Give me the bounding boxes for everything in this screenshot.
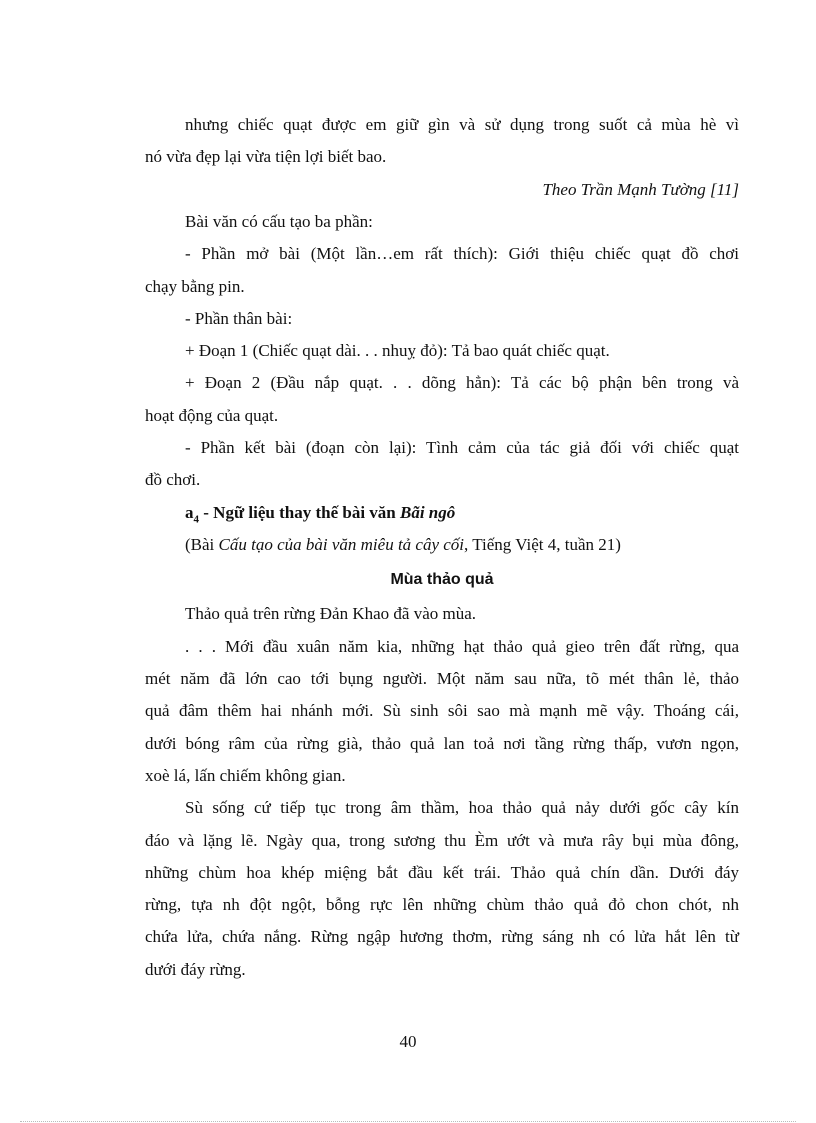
paragraph-line: chứa lửa, chứa nắng. Rừng ngập hương thơm, rừng sáng nh có lửa hắt lên từ — [145, 927, 739, 946]
page-edge-divider — [20, 1121, 796, 1122]
paragraph-line: - Phần mở bài (Một lần…em rất thích): Giới thiệu chiếc quạt đồ chơi — [185, 244, 739, 263]
paragraph-line: Sù sống cứ tiếp tục trong âm thầm, hoa thảo quả nảy dưới gốc cây kín — [185, 798, 739, 817]
heading-subscript: 4 — [193, 513, 199, 526]
paragraph-line: dưới bóng râm của rừng già, thảo quả lan toả nơi tầng rừng thấp, vươn ngọn, — [145, 734, 739, 753]
heading-text: - Ngữ liệu thay thế bài văn — [199, 503, 400, 522]
section-heading — [185, 502, 455, 530]
paragraph-line: hoạt động của quạt. — [145, 406, 279, 425]
paragraph-line: + Đoạn 2 (Đầu nắp quạt. . . dõng hẳn): Tả các bộ phận bên trong và — [185, 373, 739, 392]
reference-italic: Cấu tạo của bài văn miêu tả cây cối — [218, 535, 465, 554]
paragraph-line: rừng, tựa nh đột ngột, bỗng rực lên những chùm thảo quả đỏ chon chót, nh — [145, 895, 739, 914]
reference-line — [185, 534, 621, 556]
paragraph-line: đáo và lặng lẽ. Ngày qua, trong sương thu Èm ướt và mưa rây bụi mùa đông, — [145, 831, 739, 850]
citation: Theo Trần Mạnh Tường [11] — [542, 180, 739, 199]
paragraph-line: . . . Mới đầu xuân năm kia, những hạt thảo quả gieo trên đất rừng, qua — [185, 637, 739, 656]
paragraph-line: những chùm hoa khép miệng bắt đầu kết trái. Thảo quả chín dần. Dưới đáy — [145, 863, 739, 882]
paragraph-line: dưới đáy rừng. — [145, 960, 246, 979]
poem-title: Mùa thảo quả — [390, 571, 494, 588]
paragraph-line: - Phần thân bài: — [185, 309, 293, 328]
paragraph-line: nhưng chiếc quạt được em giữ gìn và sử dụng trong suốt cả mùa hè vì — [185, 115, 739, 134]
paragraph-line: chạy bằng pin. — [145, 277, 245, 296]
paragraph-line: đồ chơi. — [145, 470, 201, 489]
paragraph-line: Thảo quả trên rừng Đản Khao đã vào mùa. — [185, 604, 477, 623]
paragraph-line: xoè lá, lấn chiếm không gian. — [145, 766, 346, 785]
reference-before: (Bài — [185, 535, 219, 554]
paragraph-line: quả đâm thêm hai nhánh mới. Sù sinh sôi sao mà mạnh mẽ vậy. Thoáng cái, — [145, 701, 739, 720]
page-number: 40 — [399, 1032, 417, 1051]
paragraph-line: Bài văn có cấu tạo ba phần: — [185, 212, 373, 231]
heading-italic: Bãi ngô — [400, 503, 456, 522]
paragraph-line: nó vừa đẹp lại vừa tiện lợi biết bao. — [145, 147, 387, 166]
paragraph-line: - Phần kết bài (đoạn còn lại): Tình cảm của tác giả đối với chiếc quạt — [185, 438, 739, 457]
paragraph-line: + Đoạn 1 (Chiếc quạt dài. . . nhuỵ đỏ): Tả bao quát chiếc quạt. — [185, 341, 610, 360]
heading-label: a — [185, 503, 194, 522]
reference-after: , Tiếng Việt 4, tuần 21) — [464, 535, 621, 554]
paragraph-line: mét năm đã lớn cao tới bụng người. Một năm sau nữa, tõ mét thân lẻ, thảo — [145, 669, 739, 688]
